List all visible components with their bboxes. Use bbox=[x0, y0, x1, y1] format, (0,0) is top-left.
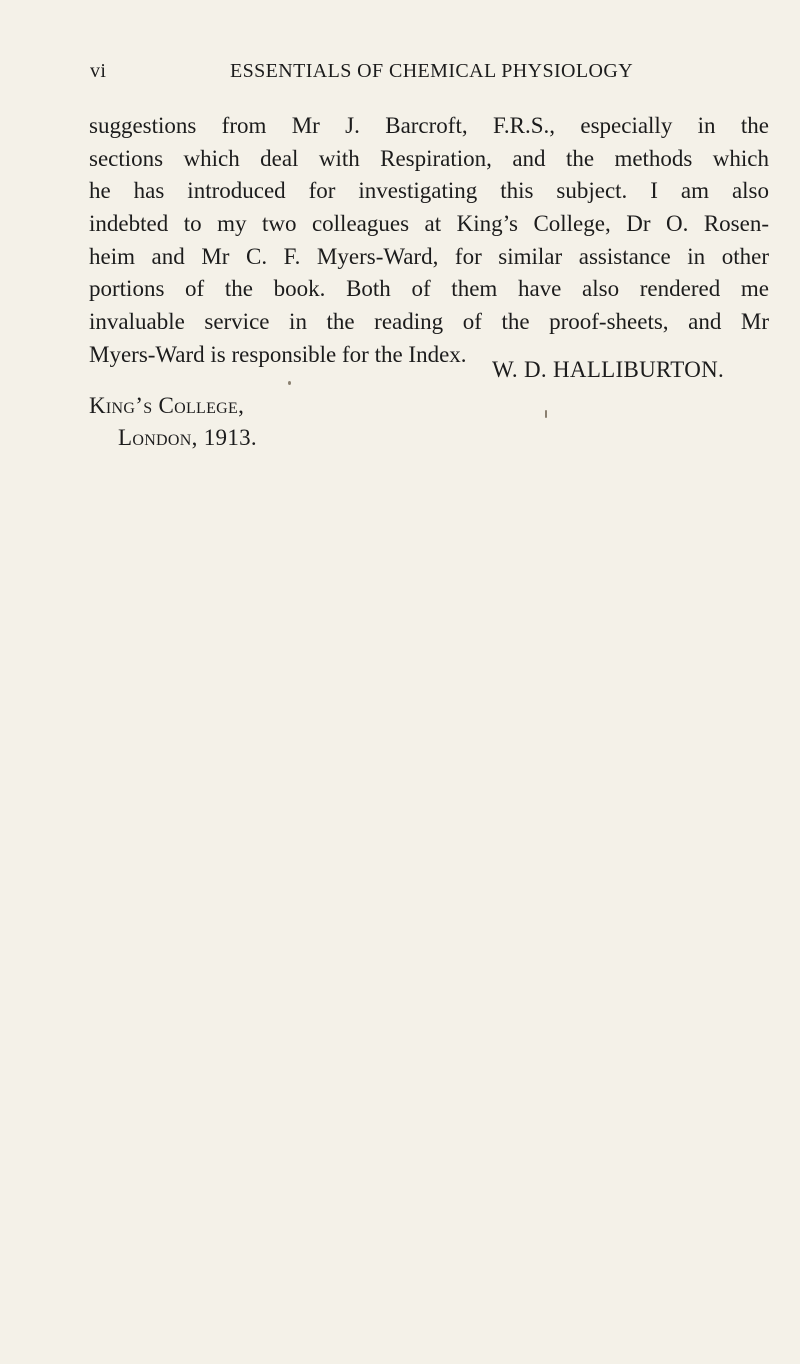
preface-paragraph bbox=[89, 110, 769, 372]
running-head bbox=[90, 60, 740, 90]
text-line: sections which deal with Respiration, and the methods which bbox=[89, 145, 769, 171]
text-line: heim and Mr C. F. Myers-Ward, for similar assistance in other bbox=[89, 243, 769, 269]
text-line: invaluable service in the reading of the proof-sheets, and Mr bbox=[89, 309, 769, 335]
address-line-college: King’s College, bbox=[89, 393, 245, 418]
paper-speck bbox=[545, 410, 547, 418]
address-block bbox=[89, 390, 257, 454]
text-line: indebted to my two colleagues at King’s College, Dr O. Rosen- bbox=[89, 211, 769, 237]
running-title: ESSENTIALS OF CHEMICAL PHYSIOLOGY bbox=[230, 60, 634, 82]
text-line: Myers-Ward is responsible for the Index. bbox=[89, 341, 467, 367]
author-signature: W. D. HALLIBURTON. bbox=[492, 357, 725, 382]
text-line: suggestions from Mr J. Barcroft, F.R.S., especially in the bbox=[89, 113, 769, 138]
text-line: portions of the book. Both of them have also rendered me bbox=[89, 276, 769, 302]
paper-speck bbox=[288, 381, 291, 385]
address-line-city-date: London, 1913. bbox=[118, 425, 257, 450]
page-number: vi bbox=[90, 60, 107, 82]
text-line: he has introduced for investigating this subject. I am also bbox=[89, 178, 769, 204]
